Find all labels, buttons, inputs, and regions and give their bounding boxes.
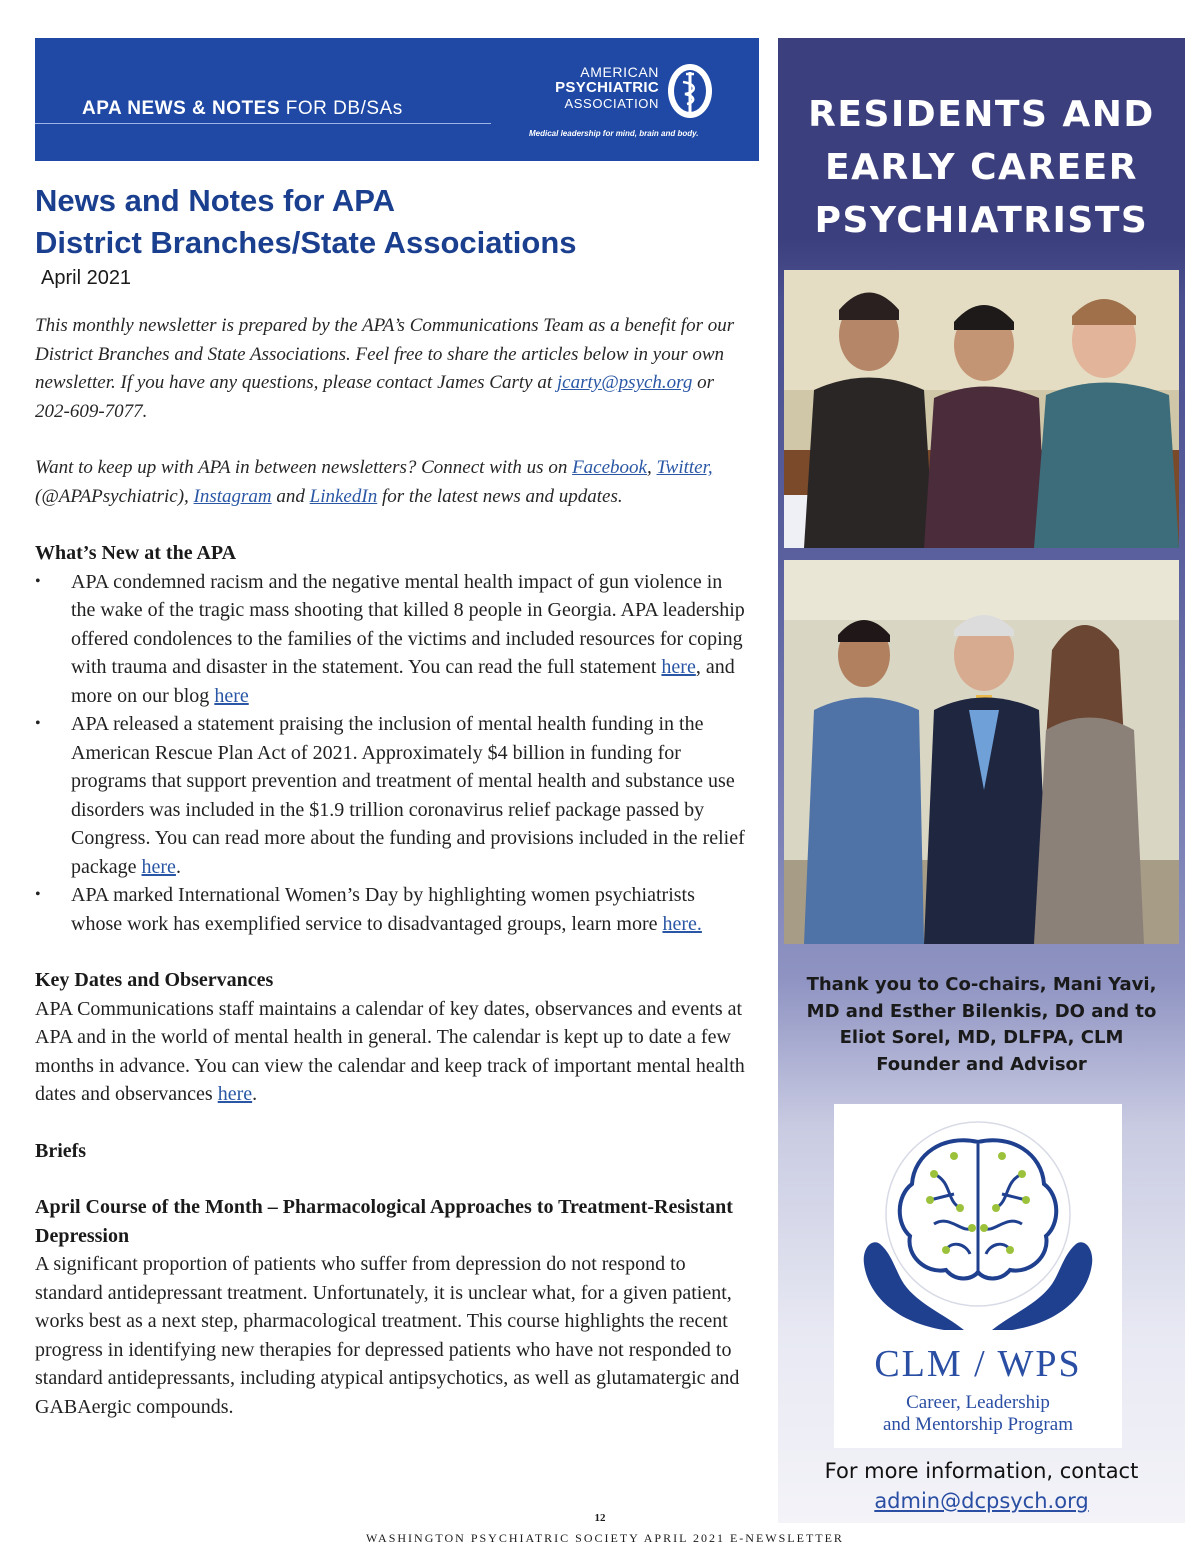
group-photo-residents: [784, 270, 1179, 548]
instagram-link[interactable]: Instagram: [193, 485, 272, 507]
page-title: News and Notes for APA District Branches/State Associations: [35, 183, 577, 260]
apa-logo-text: AMERICAN PSYCHIATRIC ASSOCIATION: [555, 64, 659, 111]
briefs-section: [35, 1137, 750, 1166]
facebook-link[interactable]: Facebook: [572, 457, 647, 478]
course-text: A significant proportion of patients who suffer from depression do not respond to standard antidepressant treatment. Unfortunately, it is unclear what, for a given patient, works best as a next step, pharmacological treatment. This course highlights the recent progress in identifying new therapies for depressed patients who have not responded to standard antidepressants, including atypical antipsychotics, as well as glutamatergic and GABAergic compounds.: [35, 1253, 740, 1418]
sidebar-thanks: Thank you to Co-chairs, Mani Yavi, MD and Esther Bilenkis, DO and to Eliot Sorel, MD, DLFPA, CLM Founder and Advisor: [806, 974, 1157, 1075]
banner-title: APA NEWS & NOTES FOR DB/SAs: [82, 98, 403, 119]
key-dates-section: [35, 966, 750, 1109]
statement-link[interactable]: here: [661, 656, 696, 678]
residents-sidebar: [778, 38, 1185, 1523]
intro-paragraph: This monthly newsletter is prepared by the APA’s Communications Team as a benefit for our District Branches and State Associations. Feel free to share the articles below in your own newsletter. If you have any questions, please contact James Carty at jcarty@psych.org or 202-609-7077.: [35, 315, 735, 422]
photo-image: [784, 560, 1179, 944]
group-photo-mentors: [784, 560, 1179, 944]
relief-package-link[interactable]: here: [141, 855, 176, 878]
whats-new-section: [35, 539, 750, 938]
apa-logo-tagline: Medical leadership for mind, brain and body.: [529, 129, 699, 138]
briefs-heading: Briefs: [35, 1139, 87, 1162]
photo-image: [784, 270, 1179, 548]
sidebar-heading: RESIDENTS AND EARLY CAREER PSYCHIATRISTS: [808, 94, 1155, 241]
course-heading: April Course of the Month – Pharmacological Approaches to Treatment-Resistant Depression: [35, 1196, 733, 1247]
banner-rule: [35, 123, 491, 124]
email-link-jcarty[interactable]: jcarty@psych.org: [556, 372, 693, 393]
footer-publication: WASHINGTON PSYCHIATRIC SOCIETY APRIL 2021 E-NEWSLETTER: [366, 1531, 844, 1545]
sidebar-contact: For more information, contact admin@dcpsych.org: [824, 1459, 1139, 1513]
clm-title: CLM / WPS: [874, 1343, 1082, 1385]
whats-new-list: [35, 568, 750, 939]
list-item: • APA marked International Women’s Day by highlighting women psychiatrists whose work has exemplified service to disadvantaged groups, learn more here.: [35, 881, 750, 938]
social-paragraph: Want to keep up with APA in between newsletters? Connect with us on Facebook, Twitter, (@APAPsychiatric), Instagram and LinkedIn for the latest news and updates.: [35, 457, 713, 507]
linkedin-link[interactable]: LinkedIn: [309, 485, 378, 507]
page-number: 12: [594, 1512, 606, 1524]
list-item: • APA condemned racism and the negative mental health impact of gun violence in the wake of the tragic mass shooting that killed 8 people in Georgia. APA leadership offered condolences to the families of the victims and included resources for coping with trauma and disaster in the statement. You can read the full statement here, and more on our blog here: [35, 568, 750, 711]
issue-date: April 2021: [41, 267, 132, 289]
clm-subtitle: Career, Leadership and Mentorship Program: [883, 1392, 1073, 1435]
newsletter-banner: [35, 38, 759, 161]
womens-day-link[interactable]: here.: [662, 912, 702, 935]
blog-link[interactable]: here: [214, 684, 249, 707]
whats-new-heading: What’s New at the APA: [35, 542, 237, 564]
apa-logo-icon: [665, 60, 715, 122]
course-section: [35, 1193, 750, 1421]
list-item: • APA released a statement praising the inclusion of mental health funding in the American Rescue Plan Act of 2021. Approximately $4 billion in funding for programs that support prevention and treatment of mental health and substance use disorders was included in the $1.9 trillion coronavirus relief package passed by Congress. You can read more about the funding and provisions included in the relief package here.: [35, 710, 750, 881]
contact-email-link[interactable]: admin@dcpsych.org: [874, 1489, 1089, 1513]
key-dates-text: APA Communications staff maintains a calendar of key dates, observances and events at APA and in the world of mental health in general. The calendar is kept up to date a few months in advance. You can view the calendar and keep track of important mental health dates and observances here.: [35, 997, 745, 1105]
calendar-link[interactable]: here: [217, 1083, 253, 1105]
clm-logo-card: [834, 1104, 1122, 1448]
key-dates-heading: Key Dates and Observances: [35, 969, 274, 991]
main-column: [35, 180, 750, 1421]
twitter-link[interactable]: Twitter,: [656, 457, 713, 478]
brain-hands-icon: [834, 1104, 1122, 1344]
